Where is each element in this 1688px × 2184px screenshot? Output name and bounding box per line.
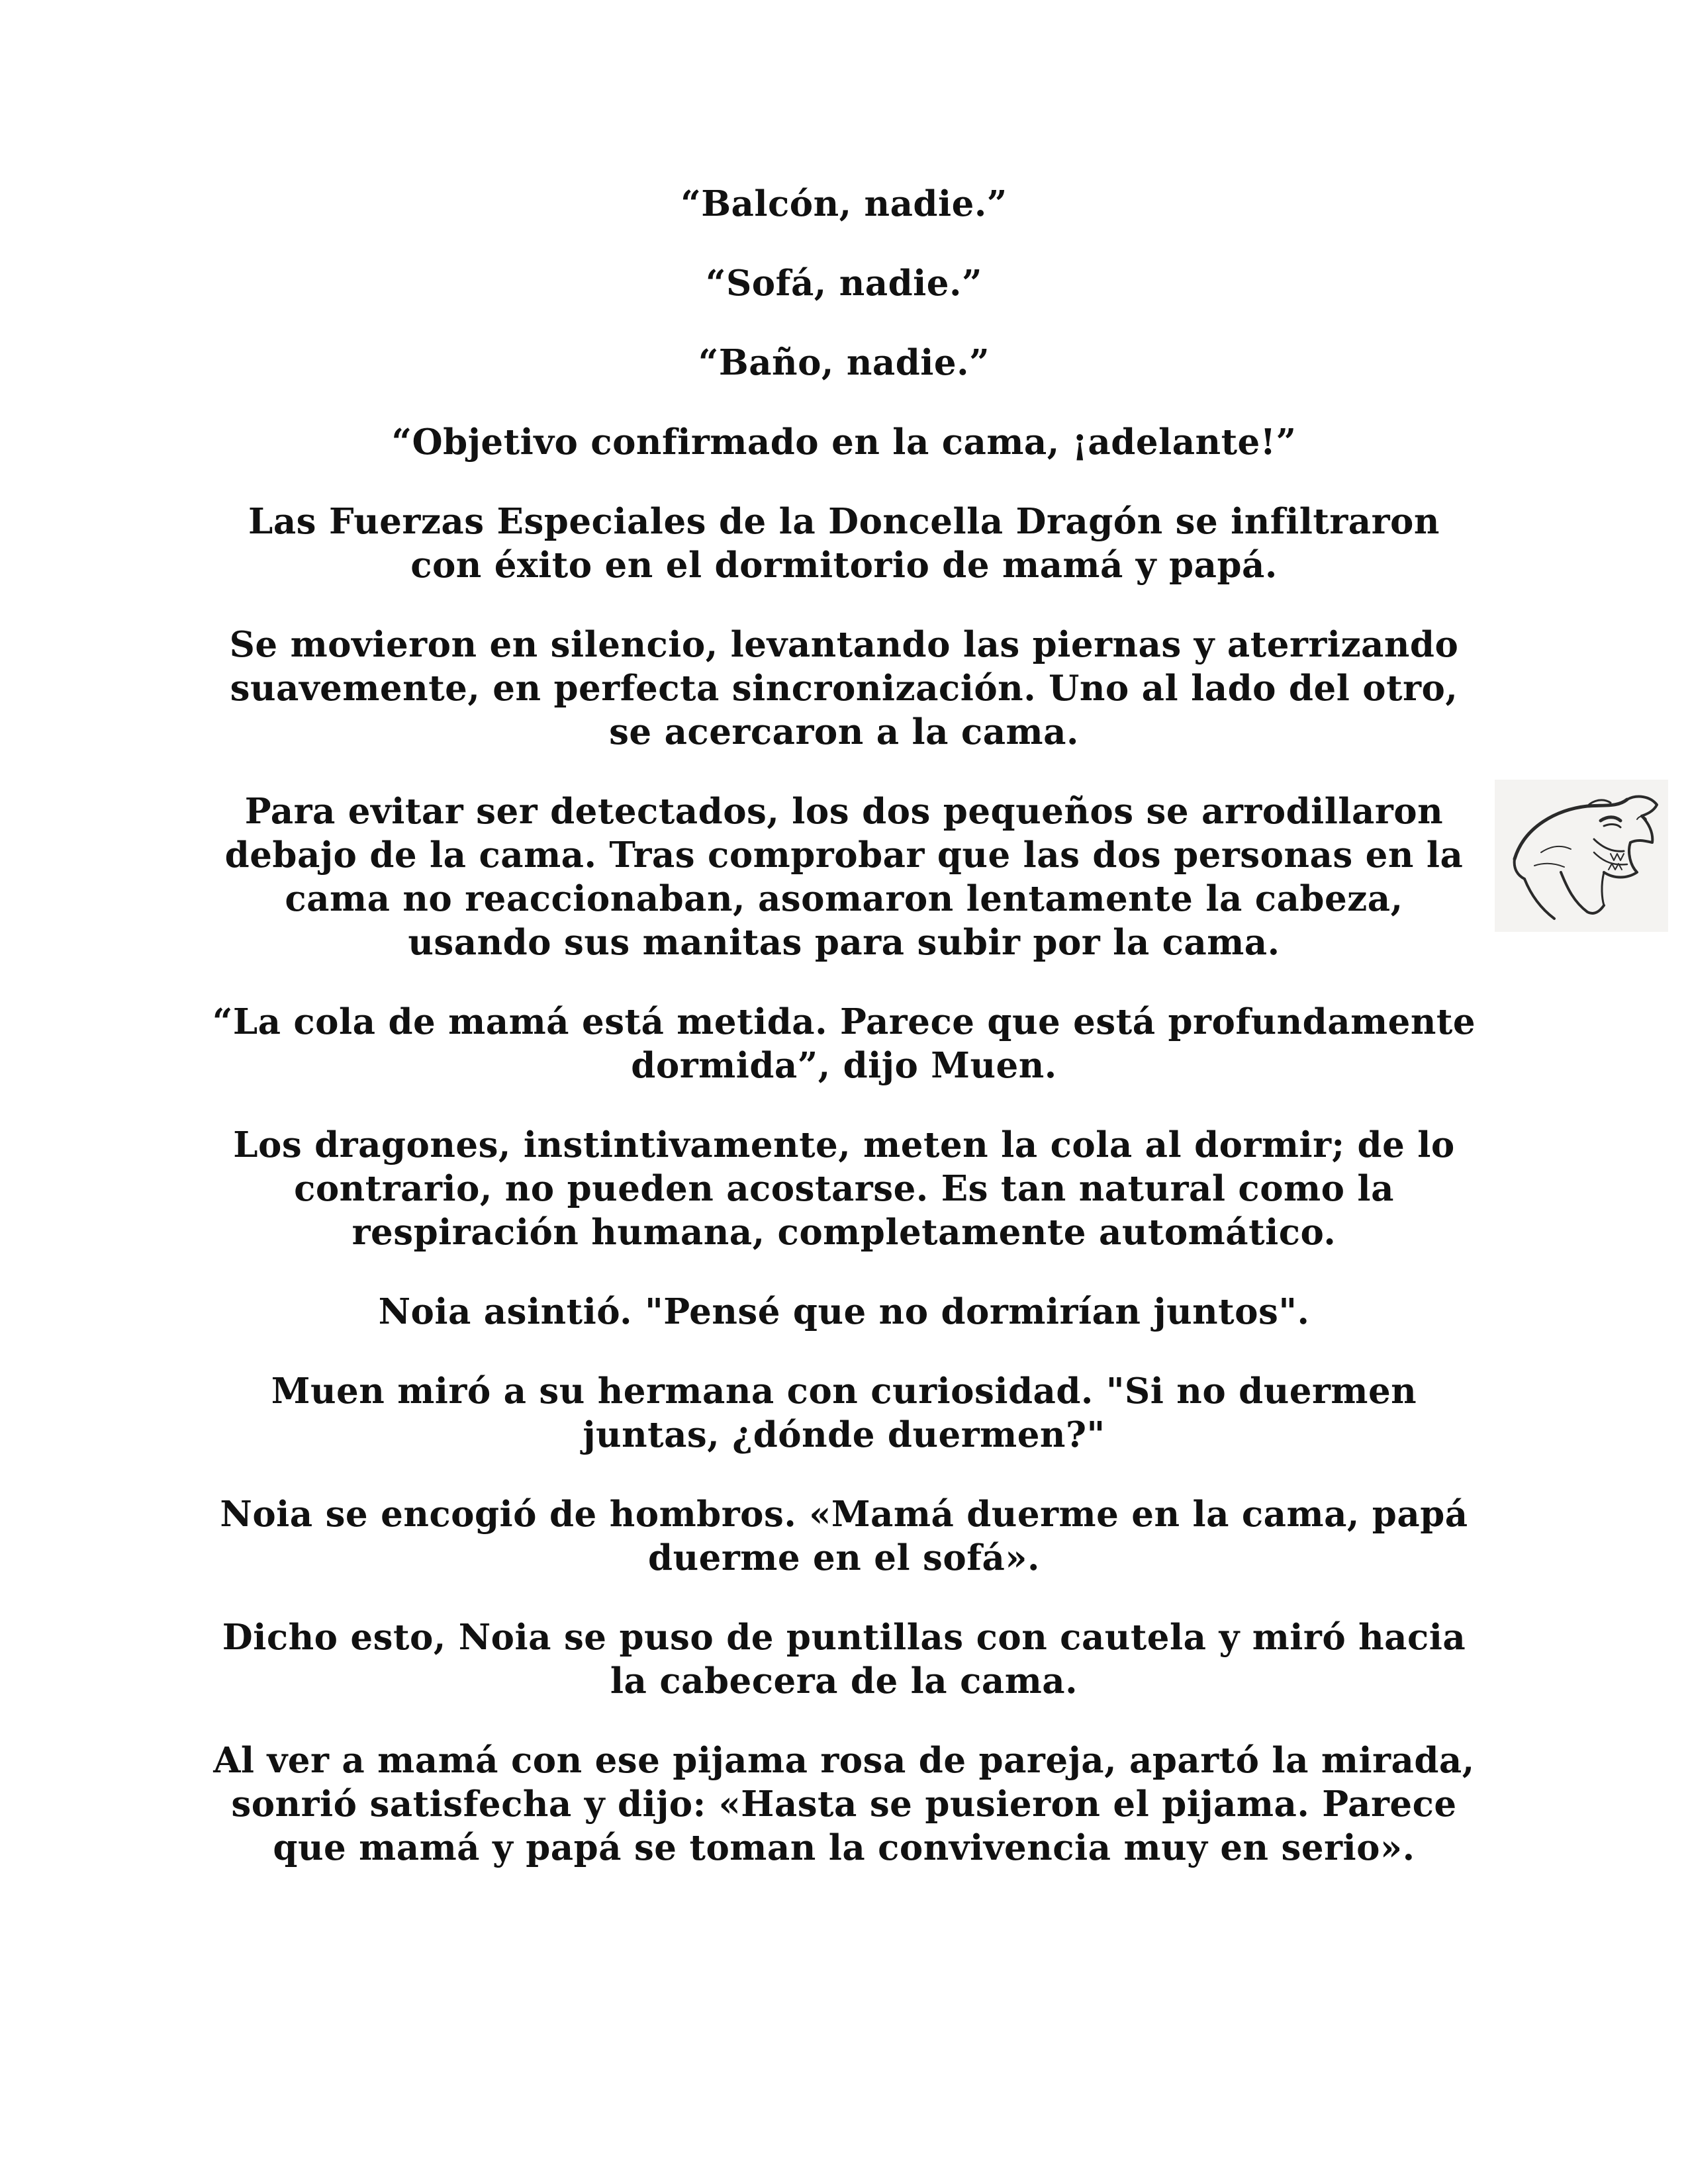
story-paragraph <box>199 790 1489 964</box>
paragraph-line: Se movieron en silencio, levantando las piernas y aterrizando <box>229 624 1459 665</box>
story-text <box>199 182 1489 1905</box>
dragon-head-sketch-icon <box>1495 780 1668 932</box>
story-paragraph <box>199 1123 1489 1254</box>
paragraph-line: Para evitar ser detectados, los dos pequeños se arrodillaron <box>244 791 1444 832</box>
paragraph-line: “La cola de mamá está metida. Parece que está profundamente <box>212 1001 1476 1042</box>
paragraph-line: Al ver a mamá con ese pijama rosa de pareja, apartó la mirada, <box>213 1740 1475 1781</box>
paragraph-line: cama no reaccionaban, asomaron lentamente la cabeza, <box>285 878 1403 919</box>
paragraph-line: respiración humana, completamente automático. <box>352 1212 1336 1253</box>
paragraph-line: usando sus manitas para subir por la cama. <box>408 922 1280 963</box>
story-paragraph <box>199 1000 1489 1087</box>
story-paragraph <box>199 1290 1489 1334</box>
paragraph-line: duerme en el sofá». <box>648 1537 1040 1578</box>
paragraph-line: Noia asintió. "Pensé que no dormirían juntos". <box>378 1291 1310 1332</box>
paragraph-line: contrario, no pueden acostarse. Es tan natural como la <box>294 1168 1394 1209</box>
paragraph-line: la cabecera de la cama. <box>610 1661 1078 1702</box>
paragraph-line: sonrió satisfecha y dijo: «Hasta se pusieron el pijama. Parece <box>231 1784 1457 1825</box>
paragraph-line: Dicho esto, Noia se puso de puntillas con cautela y miró hacia <box>222 1617 1466 1658</box>
story-paragraph <box>199 500 1489 587</box>
story-paragraph <box>199 623 1489 754</box>
paragraph-line: Los dragones, instintivamente, meten la cola al dormir; de lo <box>233 1124 1455 1165</box>
paragraph-line: “Sofá, nadie.” <box>706 263 982 304</box>
paragraph-line: dormida”, dijo Muen. <box>631 1045 1057 1086</box>
story-paragraph <box>199 1739 1489 1870</box>
paragraph-line: debajo de la cama. Tras comprobar que las dos personas en la <box>224 835 1464 876</box>
paragraph-line: “Baño, nadie.” <box>698 342 990 383</box>
paragraph-line: Noia se encogió de hombros. «Mamá duerme en la cama, papá <box>220 1494 1468 1535</box>
paragraph-line: Las Fuerzas Especiales de la Doncella Dragón se infiltraron <box>248 501 1440 542</box>
story-paragraph <box>199 1615 1489 1703</box>
story-paragraph <box>199 1492 1489 1580</box>
paragraph-line: suavemente, en perfecta sincronización. Uno al lado del otro, <box>230 668 1458 709</box>
paragraph-line: juntas, ¿dónde duermen?" <box>583 1414 1105 1455</box>
story-paragraph <box>199 261 1489 305</box>
story-paragraph <box>199 341 1489 385</box>
paragraph-line: “Objetivo confirmado en la cama, ¡adelante!” <box>391 422 1297 463</box>
paragraph-line: “Balcón, nadie.” <box>680 183 1008 224</box>
paragraph-line: con éxito en el dormitorio de mamá y papá. <box>410 545 1278 586</box>
paragraph-line: se acercaron a la cama. <box>609 711 1079 752</box>
paragraph-line: Muen miró a su hermana con curiosidad. "Si no duermen <box>271 1371 1417 1412</box>
paragraph-line: que mamá y papá se toman la convivencia muy en serio». <box>273 1827 1415 1868</box>
story-paragraph <box>199 182 1489 226</box>
story-paragraph <box>199 420 1489 464</box>
story-paragraph <box>199 1369 1489 1457</box>
